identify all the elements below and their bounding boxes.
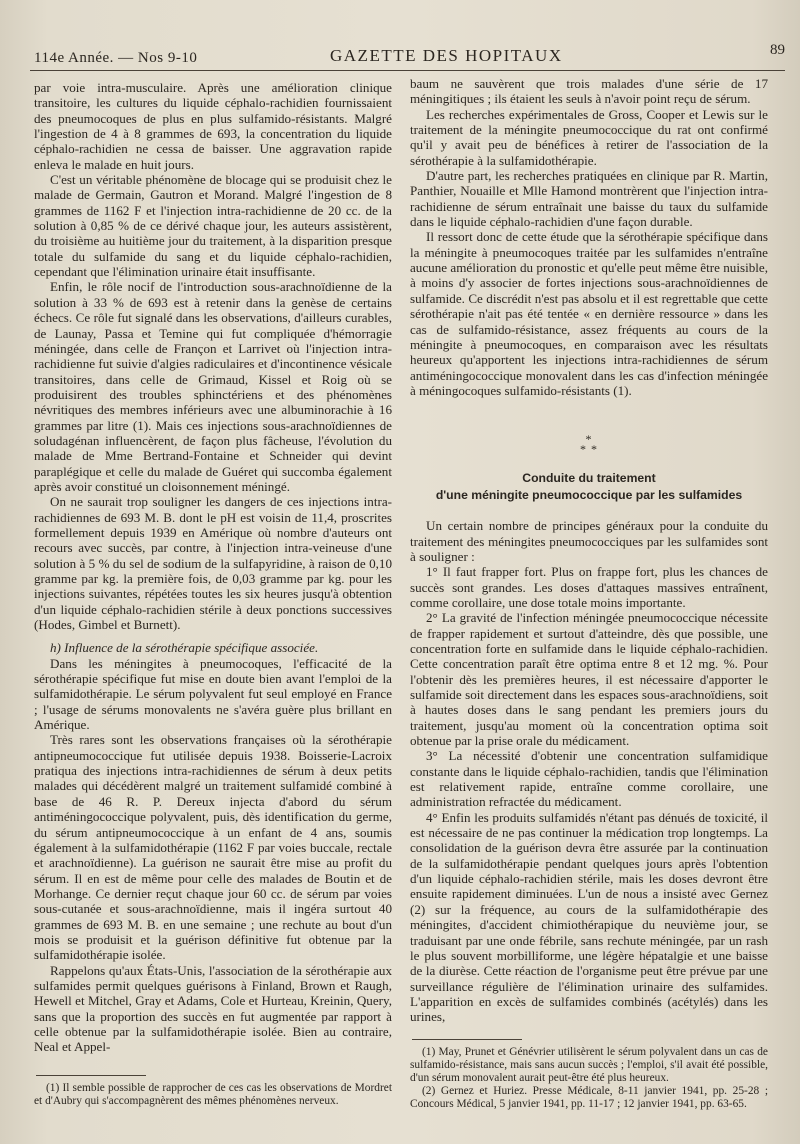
paragraph: 3° La nécessité d'obtenir une concentration sulfamidique constante dans le liquide céphalo-rachidien, tandis que l'élimination est relativement rapide, entraîne comme corollaire, une administration refractée du médicament. xyxy=(410,748,768,810)
left-column xyxy=(34,80,392,1108)
page-header xyxy=(30,40,785,71)
paragraph: On ne saurait trop souligner les dangers de ces injections intra-rachidiennes de 693 M. B. dont le pH est voisin de 11,4, proscrites formellement depuis 1939 en Amérique où nombre d'auteurs ont recours avec succès, par contre, à l'injection intra-veineuse d'une solution à 5 % du sel de sodium de la sulfapyridine, à raison de 0,10 gramme par kg. la première fois, de 0,03 gramme par kg. pour les injections suivantes, répétées toutes les six heures jusqu'à obtention d'un liquide céphalo-rachidien stérile à deux ponctions successives (Hodes, Gimbel et Burnett). xyxy=(34,494,392,633)
right-column xyxy=(410,76,768,1112)
paragraph: C'est un véritable phénomène de blocage qui se produisit chez le malade de Germain, Gautron et Morand. Malgré l'ingestion de 8 grammes de 1162 F et l'injection intra-rachidienne de 20 cc. de la solution à 0,85 % de ce dérivé chaque jour, les auteurs assistèrent, du troisième au huitième jour du traitement, à la disparition presque totale du sulfamide du sang et du liquide céphalo-rachidien, cependant que l'élimination urinaire était insuffisante. xyxy=(34,172,392,280)
page-number: 89 xyxy=(770,42,785,58)
paragraph: par voie intra-musculaire. Après une amélioration clinique transitoire, les cultures du liquide céphalo-rachidien fournissaient des pneumocoques de plus en plus sulfamido-résistants. Malgré l'ingestion de 4 à 8 grammes de 693, la concentration du liquide céphalo-rachidien ne cessa de baisser. Une aggravation rapide enleva le malade en huit jours. xyxy=(34,80,392,172)
paragraph: Enfin, le rôle nocif de l'introduction sous-arachnoïdienne de la solution à 33 % de 693 est à retenir dans la genèse de certains échecs. Ce rôle fut signalé dans les observations, d'ailleurs curables, de Launay, Passa et Temine qui fut compliquée d'hémorragie méningée, dans celle de Françon et Larrivet où l'injection intra-rachidienne fut suivie d'algies radiculaires et d'incontinence vésicale transitoires, dans celle de Grimaud, Kissel et Roig où se produisirent des troubles sphinctériens et des phénomènes névritiques des membres inférieurs avec une albuminorachie à 16 grammes par litre (1). Mais ces injections sous-arachnoïdiennes de soludagénan influencèrent, de façon plus fâcheuse, l'évolution du malade de Mme Bertrand-Fontaine et Schneider qui devint paraplégique et celle du malade de Guéret qui succomba également après avoir constitué un cloisonnement méningé. xyxy=(34,279,392,494)
journal-title: GAZETTE DES HOPITAUX xyxy=(330,46,563,65)
paragraph: 1° Il faut frapper fort. Plus on frappe fort, plus les chances de succès sont grandes. Les doses d'attaques massives entraînent, comme corollaire, une dose totale moins importante. xyxy=(410,564,768,610)
footnote-rule xyxy=(36,1075,146,1076)
footnote-rule xyxy=(412,1039,522,1040)
paragraph: baum ne sauvèrent que trois malades d'une série de 17 méningitiques ; ils étaient les seuls à n'avoir point reçu de sérum. xyxy=(410,76,768,107)
paragraph: 4° Enfin les produits sulfamidés n'étant pas dénués de toxicité, il est nécessaire de ne pas continuer la médication trop longtemps. La consolidation de la guérison devra être assurée par la continuation de la sulfamidothérapie pendant quelques jours après l'obtention d'un liquide céphalo-rachidien stérile, mais les doses devront être ensuite rapidement diminuées. L'un de nous a insisté avec Gernez (2) sur la fréquence, au cours de la sulfamidothérapie des méningites, d'accident chimiothérapique du neuvième jour, se traduisant par une onde fébrile, sans rechute méningée, par un rash le plus souvent morbilliforme, une légère hépatalgie et une baisse de la diurèse. Cette réaction de l'organisme peut être prévue par une surveillance régulière de l'élimination urinaire des sulfamides. L'apparition en excès de sulfamides combinés (acétylés) dans les urines, xyxy=(410,809,768,1025)
paragraph: Très rares sont les observations françaises où la sérothérapie antipneumococcique fut utilisée depuis 1938. Boisserie-Lacroix pratiqua des injections intra-rachidiennes de sérum à deux petits malades qui décédèrent malgré un traitement sulfamidé combiné à base de 46 R. P. Dereux injecta d'abord du sérum antiméningococcique polyvalent, puis, dès identification du germe, du sérum antipneumococcique à un enfant de 4 ans, soumis également à la sulfamidothérapie (1162 F par voies buccale, rectale et arachnoïdienne). La guérison ne saurait être mise au profit du sérum. Il en est de même pour celle des malades de Boutin et de Morhange. Ce dernier reçut chaque jour 60 cc. de sérum par voies sous-cutanée et sous-arachnoïdienne, mais il ingéra surtout 40 grammes de 693 M. B. en une semaine ; une rechute au bout d'un mois se produisit et la guérison définitive fut obtenue par la sulfamidothérapie isolée. xyxy=(34,732,392,963)
section-separator-stars: * * * xyxy=(580,432,598,457)
footnote: (2) Gernez et Huriez. Presse Médicale, 8-11 janvier 1941, pp. 25-28 ; Concours Médical, 5 janvier 1941, pp. 11-17 ; 12 janvier 1941, pp. 63-65. xyxy=(410,1085,768,1111)
section-title: Conduite du traitement xyxy=(522,471,656,486)
footnote: (1) May, Prunet et Génévrier utilisèrent le sérum polyvalent dans un cas de sulfamido-résistance, mais sans aucun succès ; l'emploi, s'il avait été possible, d'un sérum monovalent aurait peut-être été plus heureux. xyxy=(410,1045,768,1084)
footnote: (1) Il semble possible de rapprocher de ces cas les observations de Mordret et d'Aubry qui s'accompagnèrent des mêmes phénomènes nerveux. xyxy=(34,1081,392,1107)
paragraph: 2° La gravité de l'infection méningée pneumococcique nécessite de frapper rapidement et surtout d'atteindre, dès que possible, une concentration forte en sulfamide dans le liquide céphalo-rachidien. Cette concentration paraît être optima entre 8 et 12 mg. %. Pour l'obtenir dès les premières heures, il est nécessaire d'apporter le sulfamide soit directement dans les espaces sous-arachnoïdiens, soit à hautes doses dans le sang pendant les premiers jours du traitement, jusqu'au moment où la concentration optima soit obtenue par la prise orale du médicament. xyxy=(410,610,768,749)
subheading: h) Influence de la sérothérapie spécifique associée. xyxy=(50,640,319,656)
paragraph: D'autre part, les recherches pratiquées en clinique par R. Martin, Panthier, Nouaille et Mlle Hamond montrèrent que l'injection intra-rachidienne de sérum entraînait une baisse du taux du sulfamide dans le liquide céphalo-rachidien d'une façon durable. xyxy=(410,168,768,230)
paragraph: Dans les méningites à pneumocoques, l'efficacité de la sérothérapie spécifique fut mise en doute bien avant l'emploi de la sulfamidothérapie. Le sérum polyvalent fut seul employé en France ; l'usage de sérums monovalents ne s'avéra guère plus brillant en Amérique. xyxy=(34,655,392,733)
paragraph: Rappelons qu'aux États-Unis, l'association de la sérothérapie aux sulfamides permit quelques guérisons à Finland, Brown et Raugh, Hewell et Mitchel, Gray et Adams, Cole et Hurteau, Kreinin, Query, sans que la proportion des succès en fut augmentée par rapport à celle obtenue par la sulfamidothérapie isolée. Bien au contraire, Neal et Appel- xyxy=(34,962,392,1055)
paragraph: Il ressort donc de cette étude que la sérothérapie spécifique dans la méningite à pneumocoques traitée par les sulfamides n'entraîne aucune amélioration du pronostic et qu'elle peut même être nuisible, à moins d'y associer de fortes injections sous-arachnoïdiennes de sulfamide. Ce discrédit n'est pas absolu et il est regrettable que cette sérothérapie n'ait pas été tentée « en dernière ressource » dans les cas de sulfamido-résistance, assez fréquents au cours de la méningite à pneumocoques, en comparaison avec les résultats heureux qu'apportent les injections intra-rachidiennes de sérum antiméningococcique monovalent dans les cas d'infection méningée à méningocoques sulfamido-résistants (1). xyxy=(410,229,768,398)
paragraph: Un certain nombre de principes généraux pour la conduite du traitement des méningites pneumococciques par les sulfamides sont à souligner : xyxy=(410,518,768,564)
issue-label: 114e Année. — Nos 9-10 xyxy=(34,50,198,66)
paragraph: Les recherches expérimentales de Gross, Cooper et Lewis sur le traitement de la méningite pneumococcique du rat ont confirmé qu'il y avait peu de bénéfices à retirer de l'association de la sérothérapie à la sulfamidothérapie. xyxy=(410,106,768,168)
section-subtitle: d'une méningite pneumococcique par les sulfamides xyxy=(435,488,743,503)
